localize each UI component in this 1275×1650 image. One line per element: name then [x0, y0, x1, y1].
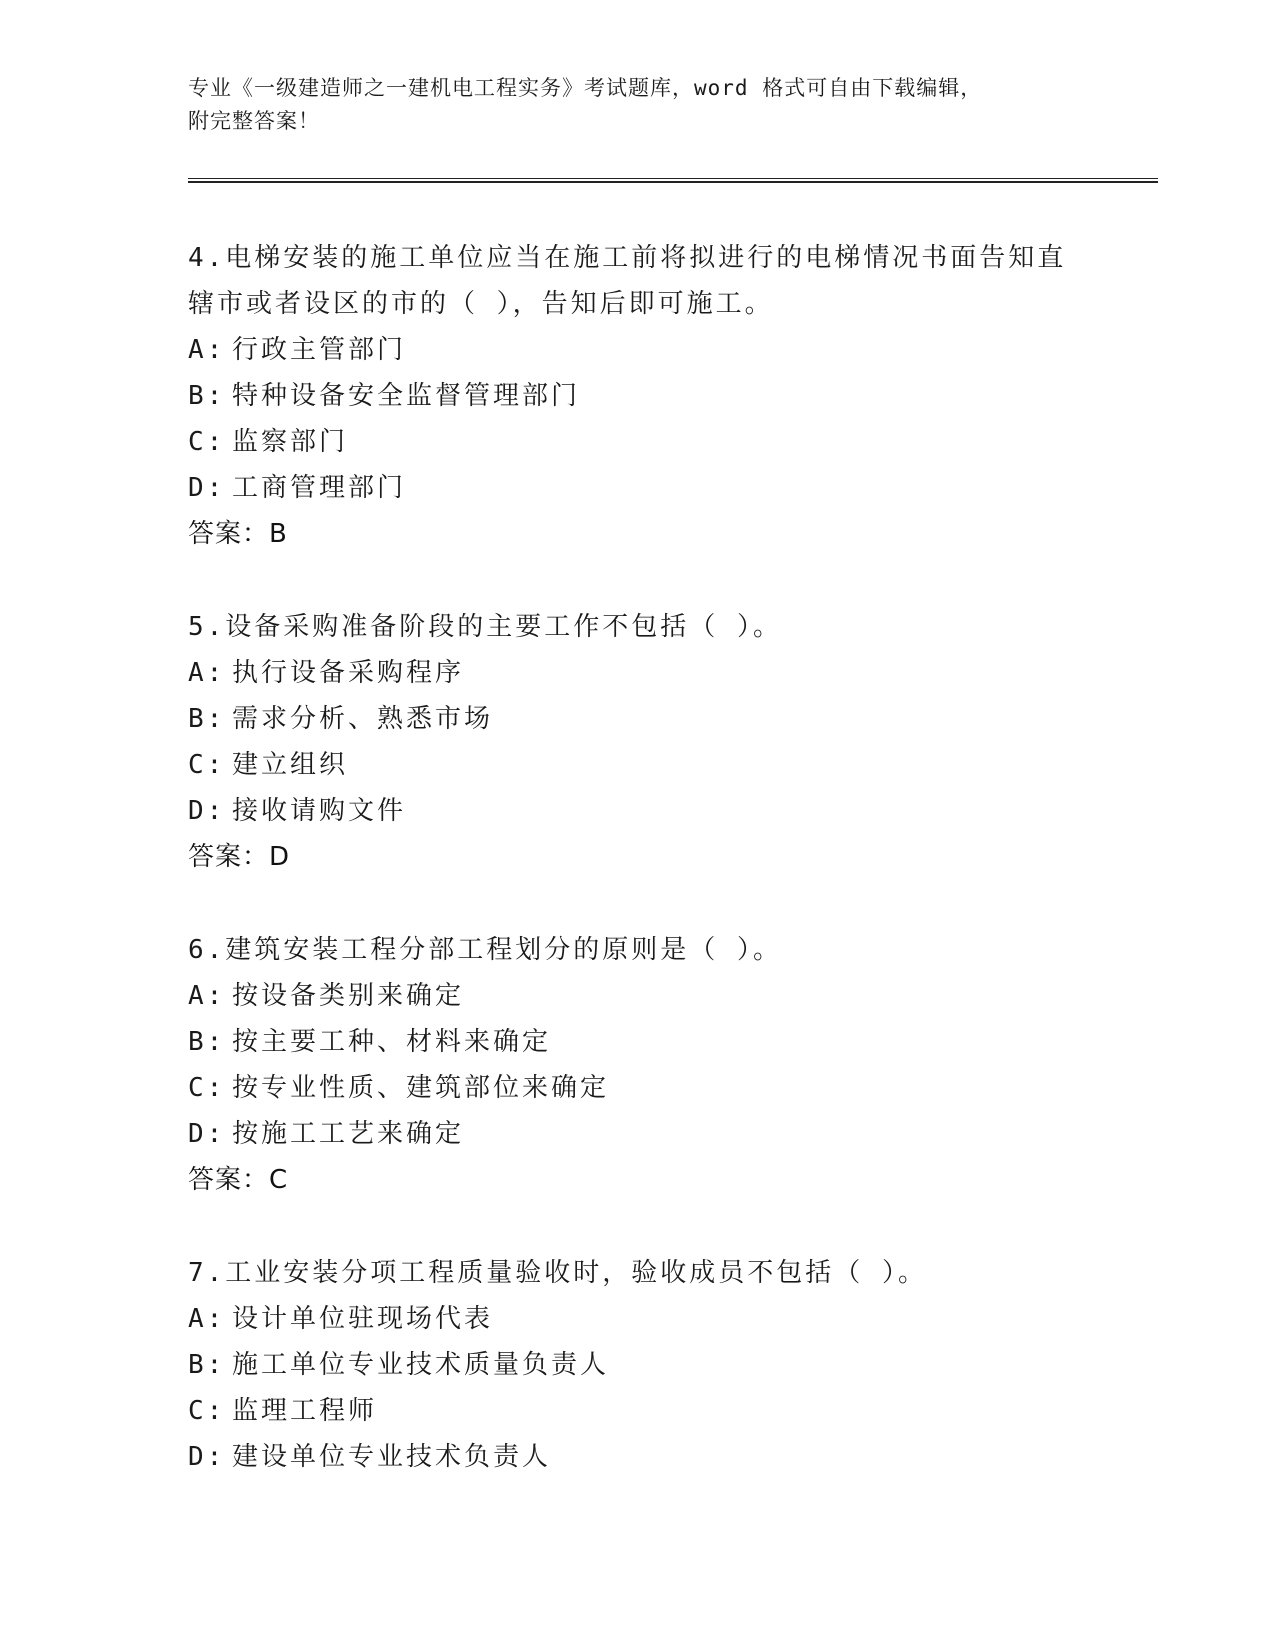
option-key: A: — [188, 1304, 226, 1334]
option-text: 建立组织 — [232, 750, 349, 780]
question-5 — [188, 604, 1068, 880]
question-stem-line-1: 7.工业安装分项工程质量验收时，验收成员不包括（ ）。 — [188, 1258, 927, 1288]
option-key: B: — [188, 1027, 226, 1057]
answer-line: 答案：B — [188, 519, 288, 549]
question-list — [188, 235, 1068, 1527]
option-key: C: — [188, 1073, 226, 1103]
option-d — [188, 788, 1068, 834]
option-c — [188, 1065, 1068, 1111]
option-text: 按施工工艺来确定 — [232, 1119, 465, 1149]
answer-line: 答案：C — [188, 1165, 289, 1195]
option-key: A: — [188, 981, 226, 1011]
option-text: 监察部门 — [232, 427, 349, 457]
option-text: 按专业性质、建筑部位来确定 — [232, 1073, 610, 1103]
header-divider — [188, 178, 1158, 183]
option-a — [188, 973, 1068, 1019]
option-text: 建设单位专业技术负责人 — [232, 1442, 552, 1472]
option-a — [188, 327, 1068, 373]
option-key: B: — [188, 1350, 226, 1380]
option-text: 按设备类别来确定 — [232, 981, 465, 1011]
option-key: C: — [188, 750, 226, 780]
option-b — [188, 1342, 1068, 1388]
option-c — [188, 419, 1068, 465]
option-text: 执行设备采购程序 — [232, 658, 465, 688]
option-text: 需求分析、熟悉市场 — [232, 704, 494, 734]
option-text: 工商管理部门 — [232, 473, 407, 503]
option-text: 监理工程师 — [232, 1396, 378, 1426]
option-b — [188, 696, 1068, 742]
option-key: A: — [188, 335, 226, 365]
header-line-2: 附完整答案！ — [188, 109, 320, 133]
header-line-1: 专业《一级建造师之一建机电工程实务》考试题库，word 格式可自由下载编辑， — [188, 76, 983, 100]
option-key: A: — [188, 658, 226, 688]
option-a — [188, 1296, 1068, 1342]
option-c — [188, 1388, 1068, 1434]
option-key: D: — [188, 796, 226, 826]
option-b — [188, 1019, 1068, 1065]
question-7 — [188, 1250, 1068, 1480]
option-key: D: — [188, 1442, 226, 1472]
option-key: D: — [188, 473, 226, 503]
option-d — [188, 1111, 1068, 1157]
option-text: 接收请购文件 — [232, 796, 407, 826]
question-6 — [188, 927, 1068, 1203]
option-key: B: — [188, 704, 226, 734]
option-b — [188, 373, 1068, 419]
option-text: 设计单位驻现场代表 — [232, 1304, 494, 1334]
option-key: D: — [188, 1119, 226, 1149]
option-key: B: — [188, 381, 226, 411]
option-text: 施工单位专业技术质量负责人 — [232, 1350, 610, 1380]
document-header — [188, 72, 1088, 138]
question-stem-line-2: 辖市或者设区的市的（ ），告知后即可施工。 — [188, 289, 774, 319]
question-stem-line-1: 6.建筑安装工程分部工程划分的原则是（ ）。 — [188, 935, 782, 965]
option-c — [188, 742, 1068, 788]
question-stem-line-1: 5.设备采购准备阶段的主要工作不包括（ ）。 — [188, 612, 782, 642]
option-key: C: — [188, 1396, 226, 1426]
option-d — [188, 1434, 1068, 1480]
option-key: C: — [188, 427, 226, 457]
option-text: 按主要工种、材料来确定 — [232, 1027, 552, 1057]
option-text: 行政主管部门 — [232, 335, 407, 365]
option-a — [188, 650, 1068, 696]
answer-line: 答案：D — [188, 842, 291, 872]
option-text: 特种设备安全监督管理部门 — [232, 381, 581, 411]
question-stem-line-1: 4.电梯安装的施工单位应当在施工前将拟进行的电梯情况书面告知直 — [188, 243, 1067, 273]
question-4 — [188, 235, 1068, 557]
option-d — [188, 465, 1068, 511]
